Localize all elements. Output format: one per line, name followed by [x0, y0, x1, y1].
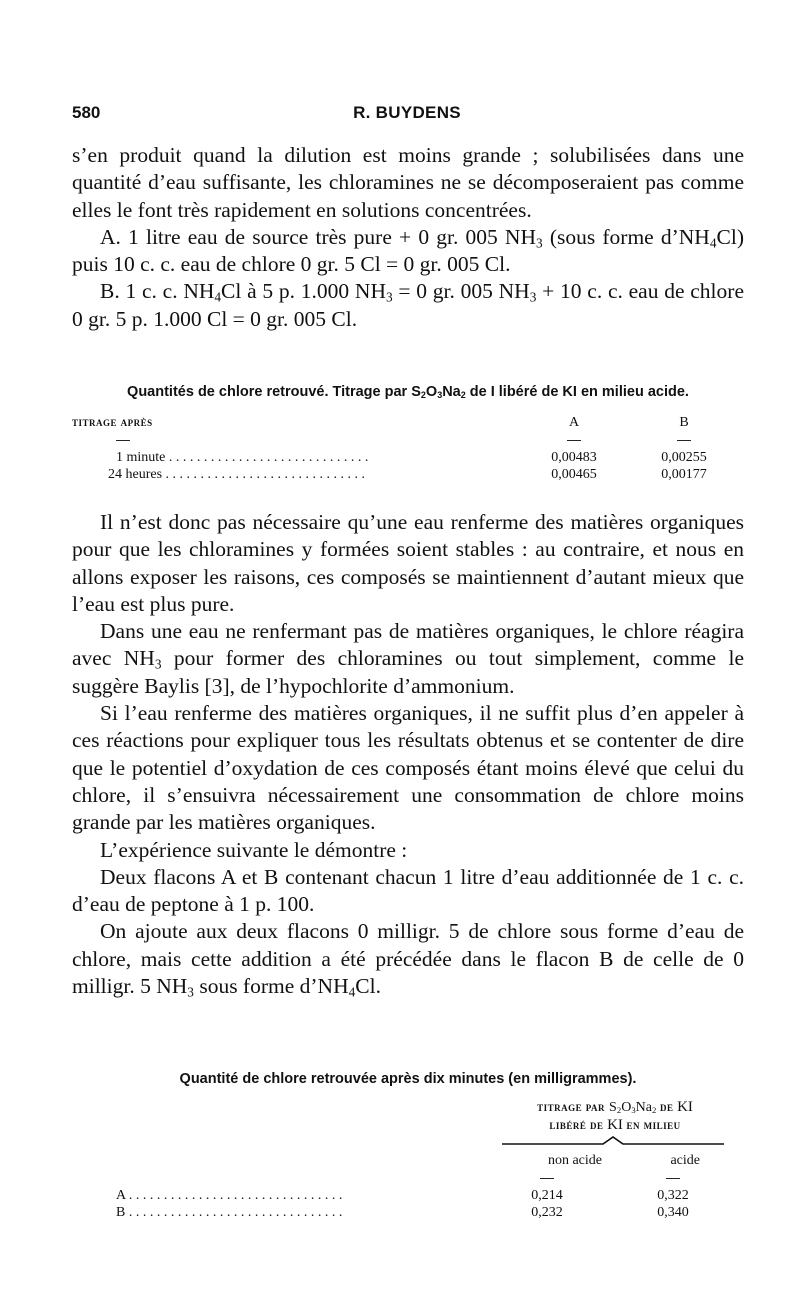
- running-title: R. BUYDENS: [353, 103, 461, 122]
- paragraph: s’en produit quand la dilution est moins grande ; solubilisées dans une quantité d’eau suffisante, les chloramines ne se décomposeraient pas comme elles le font très rapidement en solutions concentrées.: [72, 143, 744, 222]
- table-row: 1 minute . . . . . . . . . . . . . . . . . . . . . . . . . . . . . 0,00483 0,00255: [116, 450, 707, 465]
- body-text-upper: [72, 142, 744, 333]
- table2-col-acide: acide: [670, 1153, 700, 1168]
- page-number: 580: [72, 103, 101, 122]
- paragraph: Si l’eau renferme des matières organiques, il ne suffit plus d’en appeler à ces réactions pour expliquer tous les résultats obtenus et se contenter de dire que le potentiel d’oxydation de ces composés étant moins élevé que celui du chlore, il s’ensuivra nécessairement une consommation de chlore moins grande par les matières organiques.: [72, 701, 744, 835]
- paragraph: L’expérience suivante le démontre :: [100, 837, 408, 862]
- paragraph: Il n’est donc pas nécessaire qu’une eau renferme des matières organiques pour que les chloramines y formées soient stables : au contraire, et nous en allons exposer les raisons, ces composés se maintiennent d’autant mieux que l’eau est plus pure.: [72, 510, 744, 616]
- dash: —: [677, 431, 691, 447]
- table1-caption: Quantités de chlore retrouvé. Titrage par $S_2O_3Na_2$ de I libéré de KI en milieu acide.: [127, 384, 689, 401]
- table2: non acide acide — — A . . . . . . . . . . . . . . . . . . . . . . . . . . . . . . . 0,214 0,322 B . . . . . . . . . . . . . . . . . . . . . . . . . . . . . . . 0,232 0,340: [72, 1152, 744, 1221]
- table1-col-b: B: [679, 415, 689, 430]
- paragraph-a: A. 1 litre eau de source très pure + 0 gr. 005 $NH_3$ (sous forme $d’NH_4Cl$) puis 10 c. c. eau de chlore 0 gr. 5 Cl = 0 gr. 005 Cl.: [72, 224, 744, 277]
- table-row: A . . . . . . . . . . . . . . . . . . . . . . . . . . . . . . . 0,214 0,322: [116, 1188, 689, 1203]
- page-header: [72, 103, 742, 129]
- table1-head-label: titrage après: [72, 415, 153, 429]
- dash: —: [116, 431, 130, 447]
- paragraph: Deux flacons A et B contenant chacun 1 litre d’eau additionnée de 1 c. c. d’eau de peptone à 1 p. 100.: [72, 864, 744, 917]
- table1-col-a: A: [568, 415, 580, 430]
- table2-caption: Quantité de chlore retrouvée après dix minutes (en milligrammes).: [179, 1071, 637, 1087]
- table-row: 24 heures . . . . . . . . . . . . . . . . . . . . . . . . . . . . . 0,00465 0,00177: [108, 467, 707, 482]
- dash: —: [567, 431, 581, 447]
- paragraph: On ajoute aux deux flacons 0 milligr. 5 de chlore sous forme d’eau de chlore, mais cette addition a été précédée dans le flacon B de celle de 0 milligr. 5 $NH_3$ sous forme $d’NH_4Cl$.: [72, 919, 744, 1000]
- paragraph-b: B. 1 c. c. $NH_4Cl$ à 5 p. 1.000 $NH_3 = 0$ gr. 005 $NH_3 + 10$ c. c. eau de chlore 0 gr. 5 p. 1.000 Cl = 0 gr. 005 Cl.: [72, 279, 744, 331]
- paragraph: Dans une eau ne renfermant pas de matières organiques, le chlore réagira avec $NH_3$ pour former des chloramines ou tout simplement, comme le suggère Baylis [3], de l’hypochlorite d’ammonium.: [72, 619, 744, 698]
- table2-header: titrage par $S_2O_3Na_2$ de KI libéré de KI en milieu: [537, 1099, 693, 1133]
- table2-col-non-acide: non acide: [547, 1153, 602, 1168]
- brace-line: [498, 1134, 728, 1148]
- body-text-lower: [72, 509, 744, 1000]
- table1: [72, 414, 744, 483]
- table-row: B . . . . . . . . . . . . . . . . . . . . . . . . . . . . . . . 0,232 0,340: [116, 1205, 689, 1220]
